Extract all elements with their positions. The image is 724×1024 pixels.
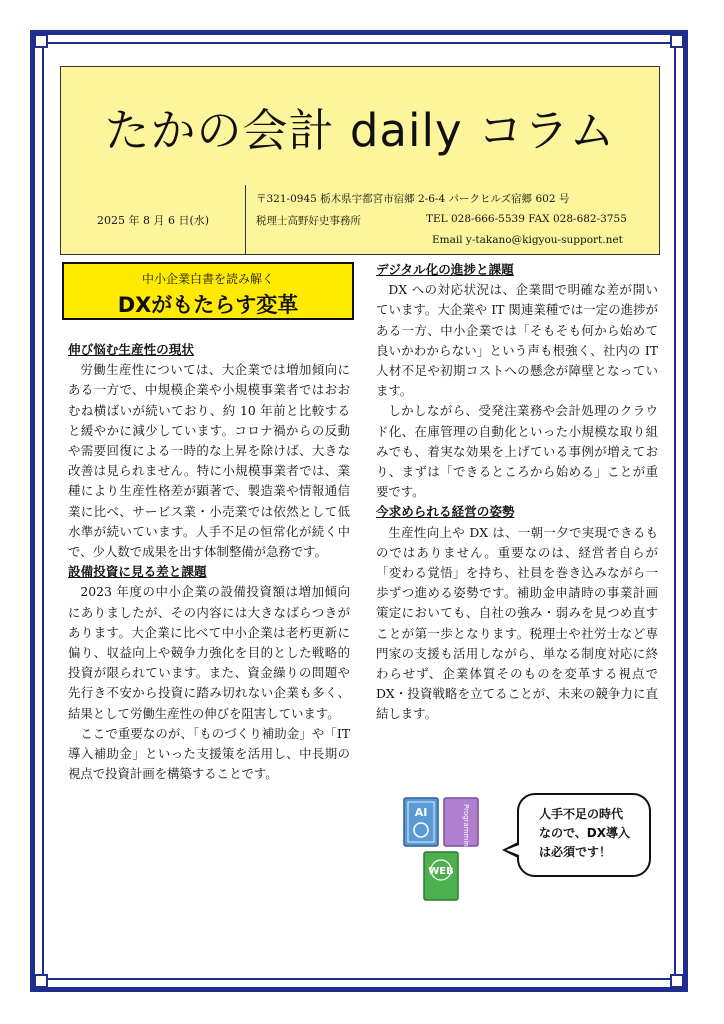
section-paragraph: 労働生産性については、大企業では増加傾向にある一方で、中規模企業や小規模事業者ではおおむね横ばいが続いており、約 10 年前と比較すると緩やかに減少しています。コロナ禍からの反動や需要回復による一時的な上昇を除けば、大きな改善は見られません。特に小規模事業者では、業種により生産性格差が顕著で、製造業や情報通信業に比べ、サービス業・小売業では依然として低水準が続いています。人手不足の恒常化が続く中で、少人数で成果を出す体制整備が急務です。 <box>68 362 350 560</box>
issue-date: 2025 年 8 月 6 日(水) <box>61 185 246 254</box>
office-info <box>246 185 659 254</box>
speech-bubble-tail-inner <box>506 845 519 855</box>
section-heading: 伸び悩む生産性の現状 <box>68 342 194 357</box>
section-paragraph: 2023 年度の中小企業の設備投資額は増加傾向にありましたが、その内容には大きなばらつきがあります。大企業に比べて中小企業は老朽更新に偏り、収益向上や競争力強化を目的とした戦略的投資が限られています。また、資金繰りの問題や先行き不安から投資に踏み切れない企業も多く、結果として労働生産性の伸びを阻害しています。 <box>68 584 350 721</box>
article-column-right <box>376 260 658 725</box>
office-name: 税理士高野好史事務所 <box>256 215 361 227</box>
books-illustration <box>402 796 492 906</box>
bubble-line: は必須です！ <box>539 845 612 859</box>
frame-corner-ornament <box>34 34 48 48</box>
section-heading: 今求められる経営の姿勢 <box>376 504 515 520</box>
newsletter-title: たかの会計 daily コラム <box>104 103 616 157</box>
frame-corner-ornament <box>670 974 684 988</box>
feature-title-box <box>62 262 354 320</box>
bubble-line: なので、DX導入 <box>539 826 630 840</box>
newsletter-header <box>60 66 660 255</box>
office-email: Email y-takano@kigyou-support.net <box>432 234 623 246</box>
books-icon <box>402 796 492 906</box>
bubble-line: 人手不足の時代 <box>539 807 624 821</box>
section-paragraph: 生産性向上や DX は、一朝一夕で実現できるものではありません。重要なのは、経営者自らが「変わる覚悟」を持ち、社員を巻き込みながら一歩ずつ進める姿勢です。補助金申請時の事業計画策定においても、自社の強み・弱みを見つめ直すことが第一歩となります。税理士や社労士など専門家の支援も活用しながら、単なる制度対応に終わらせず、企業体質そのものを変革する視点で DX・投資戦略を立てることが、未来の競争力に直結します。 <box>376 524 658 722</box>
section-paragraph: ここで重要なのが、「ものづくり補助金」や「IT 導入補助金」といった支援策を活用し、中長期の視点で投資計画を構築することです。 <box>68 725 350 782</box>
article-column-left <box>68 340 350 784</box>
book-label-ai: AI <box>414 806 428 819</box>
section-paragraph: DX への対応状況は、企業間で明確な差が開いています。大企業や IT 関連業種では一定の進捗がある一方、中小企業では「そもそも何から始めて良いかわからない」という声も根強く、社内の IT 人材不足や初期コストへの懸念が障壁となっています。 <box>376 282 658 399</box>
feature-subtitle: 中小企業白書を読み解く <box>141 272 274 286</box>
feature-title: DXがもたらす変革 <box>117 293 299 317</box>
section-heading: デジタル化の進捗と課題 <box>376 262 514 277</box>
frame-corner-ornament <box>670 34 684 48</box>
office-address: 〒321-0945 栃木県宇都宮市宿郷 2-6-4 パークヒルズ宿郷 602 号 <box>256 193 570 205</box>
book-label-web: WEB <box>428 866 454 877</box>
section-paragraph: しかしながら、受発注業務や会計処理のクラウド化、在庫管理の自動化といった小規模な取り組みでも、着実な効果を上げている事例が増えており、まずは「できるところから始める」ことが重要です。 <box>376 403 658 500</box>
section-heading: 設備投資に見る差と課題 <box>68 564 207 580</box>
title-banner <box>61 67 659 186</box>
frame-corner-ornament <box>34 974 48 988</box>
speech-bubble <box>517 793 651 877</box>
office-phone-fax: TEL 028-666-5539 FAX 028-682-3755 <box>426 213 627 225</box>
book-label-programming: Programming <box>462 804 470 852</box>
